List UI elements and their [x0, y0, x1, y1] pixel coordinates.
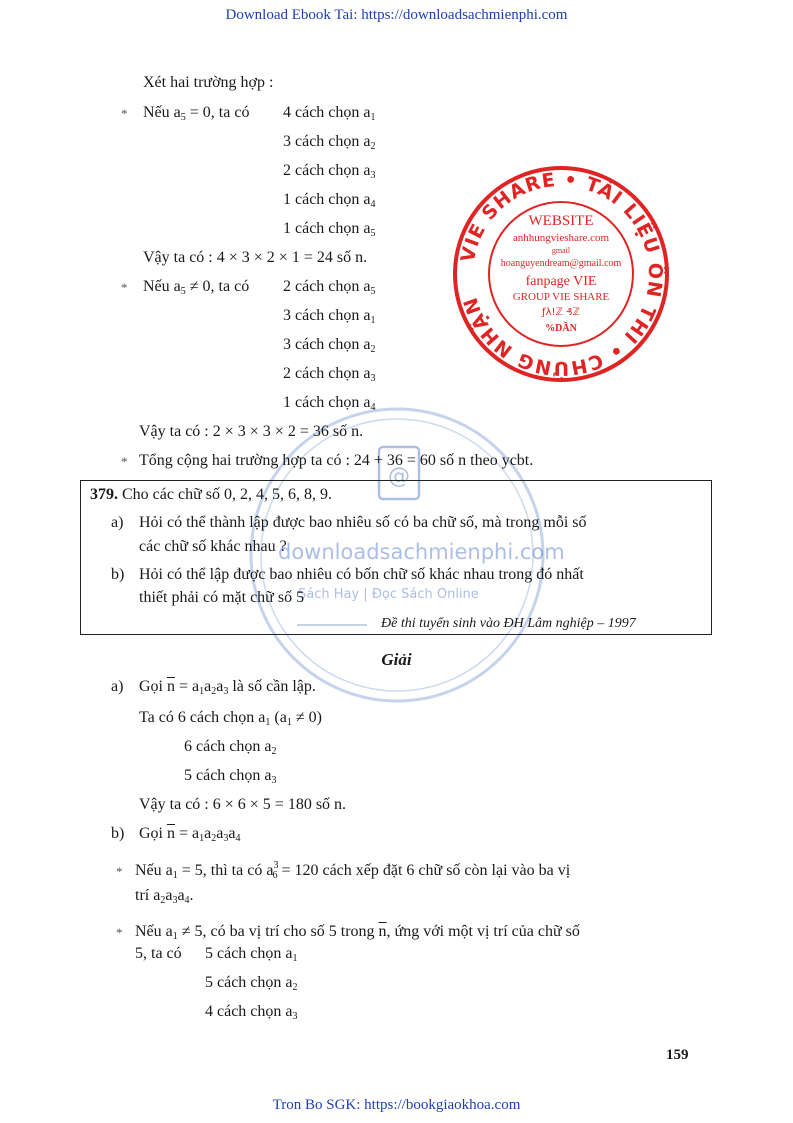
solution-b-case2-item: 5 cách chọn $a_2$	[205, 974, 298, 993]
solution-b-intro: Gọi $\overline{n} = a_1a_2a_3a_4$	[139, 825, 241, 844]
case1-item: 3 cách chọn $a_2$	[283, 133, 376, 152]
bullet-marker: *	[116, 925, 123, 940]
solution-b-case1-line1: Nếu $a_1 = 5$, thì ta có $a^3_6 = 120$ cách xếp đặt 6 chữ số còn lại vào ba vị	[135, 860, 571, 881]
solution-a-result: Vậy ta có : 6 × 6 × 5 = 180 số n.	[139, 796, 347, 813]
watermark-site: downloadsachmienphi.com	[278, 540, 565, 564]
problem-heading	[90, 486, 332, 504]
seal-fanpage: fanpage VIE	[525, 274, 597, 289]
page-number: 159	[666, 1047, 689, 1063]
part-a-line2: các chữ số khác nhau ?	[139, 538, 287, 555]
svg-text:@: @	[388, 464, 410, 489]
seal-gmail-label: gmail	[551, 246, 571, 255]
solution-a-item: 5 cách chọn $a_3$	[184, 767, 277, 786]
intro-text: Xét hai trường hợp :	[143, 74, 274, 91]
case1-lead: Nếu $a_5 = 0$, ta có	[143, 104, 250, 123]
solution-a-intro: Gọi $\overline{n} = a_1a_2a_3$ là số cần lập.	[139, 678, 316, 697]
solution-a-item: Ta có 6 cách chọn $a_1$ $(a_1 \ne 0)$	[139, 709, 322, 728]
case1-item: 2 cách chọn $a_3$	[283, 162, 376, 181]
seal-signer: %DẦN	[545, 323, 577, 334]
page-header-link[interactable]: Download Ebook Tai: https://downloadsachmienphi.com	[225, 7, 568, 23]
solution-b-case1-line2: trí $a_2a_3a_4$.	[135, 887, 194, 906]
solution-b-case2-item: 4 cách chọn $a_3$	[205, 1003, 298, 1022]
watermark-tagline: Sách Hay | Đọc Sách Online	[298, 587, 479, 602]
case2-item: 3 cách chọn $a_2$	[283, 336, 376, 355]
solution-b-case2-line1: Nếu $a_1 \ne 5$, có ba vị trí cho số 5 trong $\overline{n}$, ứng với một vị trí của chữ số	[135, 923, 580, 942]
solution-b-case2-item: 5 cách chọn $a_1$	[205, 945, 298, 964]
case1-item: 1 cách chọn $a_4$	[283, 191, 376, 210]
part-a-label: a)	[111, 514, 124, 531]
seal-group: GROUP VIE SHARE	[512, 291, 610, 303]
case2-item: 2 cách chọn $a_5$	[283, 278, 376, 297]
problem-statement: Cho các chữ số 0, 2, 4, 5, 6, 8, 9.	[122, 486, 332, 503]
solution-b-case2-line2: 5, ta có	[135, 945, 182, 962]
solution-heading: Giải	[381, 650, 412, 669]
bullet-marker: *	[116, 864, 123, 879]
solution-a-label: a)	[111, 678, 124, 695]
seal-ring-text: VIE SHARE • TÀI LIỆU ÔN THI • CHỨNG NHẬN	[456, 168, 667, 380]
case2-item: 1 cách chọn $a_4$	[283, 394, 376, 413]
bullet-marker: *	[121, 454, 128, 469]
part-b-label: b)	[111, 566, 125, 583]
seal-website: anhhungvieshare.com	[512, 232, 610, 244]
page-footer-link[interactable]: Tron Bo SGK: https://bookgiaokhoa.com	[272, 1097, 521, 1113]
total-text: Tổng cộng hai trường hợp ta có : 24 + 36 = 60 số n theo ycbt.	[139, 452, 534, 469]
bullet-marker: *	[121, 106, 128, 121]
case2-lead: Nếu $a_5 \ne 0$, ta có	[143, 278, 250, 297]
solution-a-item: 6 cách chọn $a_2$	[184, 738, 277, 757]
case1-item: 1 cách chọn $a_5$	[283, 220, 376, 239]
case2-item: 3 cách chọn $a_1$	[283, 307, 376, 326]
part-a-line1: Hỏi có thể thành lập được bao nhiêu số có ba chữ số, mà trong mỗi số	[139, 514, 587, 531]
problem-source: Đề thi tuyển sinh vào ĐH Lâm nghiệp – 1997	[381, 616, 636, 631]
seal-signature: ƒλ!ℤ ₰ℤ	[542, 307, 580, 318]
case2-item: 2 cách chọn $a_3$	[283, 365, 376, 384]
seal-website-label: WEBSITE	[528, 213, 594, 229]
case1-result: Vậy ta có : 4 × 3 × 2 × 1 = 24 số n.	[143, 249, 368, 266]
vie-share-seal-logo	[452, 165, 670, 383]
part-b-line1: Hỏi có thể lập được bao nhiêu có bốn chữ số khác nhau trong đó nhất	[139, 566, 584, 583]
problem-number: 379.	[90, 486, 118, 503]
part-b-line2: thiết phải có mặt chữ số 5	[139, 589, 305, 606]
case1-item: 4 cách chọn $a_1$	[283, 104, 376, 123]
case2-result: Vậy ta có : 2 × 3 × 3 × 2 = 36 số n.	[139, 423, 364, 440]
bullet-marker: *	[121, 280, 128, 295]
seal-gmail: hoanguyendream@gmail.com	[500, 258, 622, 269]
solution-b-label: b)	[111, 825, 125, 842]
